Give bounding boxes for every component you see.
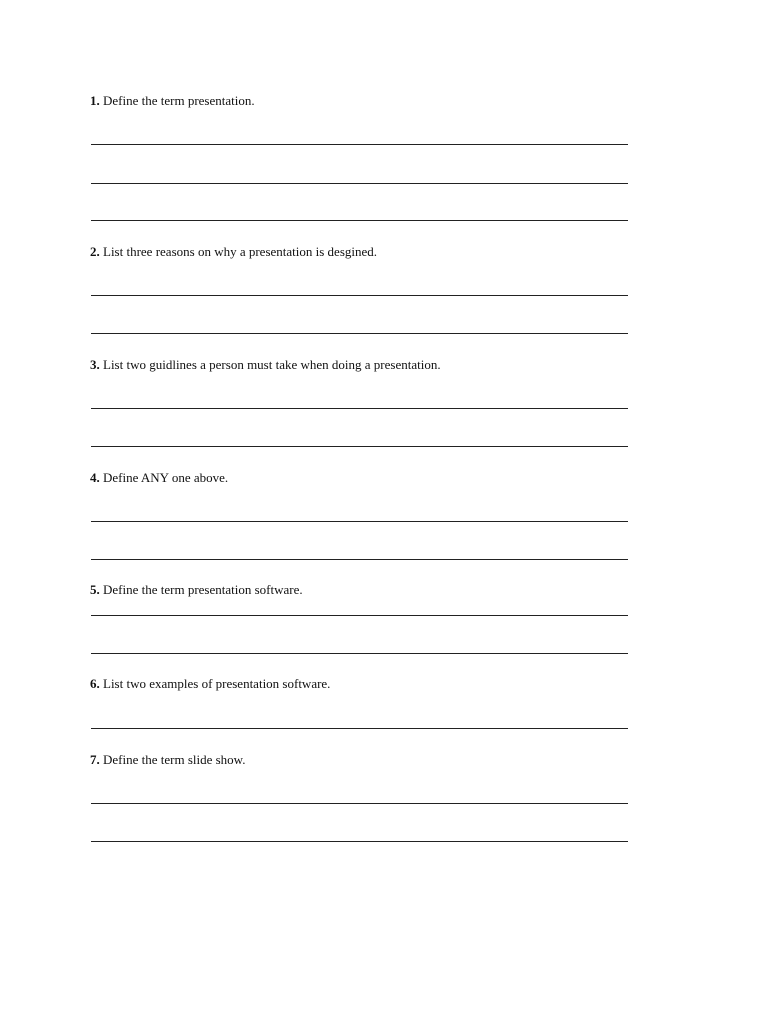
question-text: Define the term presentation software. [103,582,303,597]
question-text: Define ANY one above. [103,470,229,485]
question-text: Define the term presentation. [103,93,255,108]
answer-line[interactable] [91,220,628,221]
answer-line[interactable] [91,653,628,654]
question-number: 7. [90,752,100,767]
question-2 [90,244,377,260]
question-1 [90,93,255,109]
question-number: 6. [90,676,100,691]
question-number: 1. [90,93,100,108]
question-text: Define the term slide show. [103,752,246,767]
answer-line[interactable] [91,408,628,409]
question-text: List two guidlines a person must take when doing a presentation. [103,357,441,372]
answer-line[interactable] [91,446,628,447]
answer-line[interactable] [91,144,628,145]
answer-line[interactable] [91,803,628,804]
answer-line[interactable] [91,615,628,616]
question-3 [90,357,441,373]
question-7 [90,752,245,768]
answer-line[interactable] [91,333,628,334]
answer-line[interactable] [91,295,628,296]
question-number: 3. [90,357,100,372]
answer-line[interactable] [91,183,628,184]
question-number: 4. [90,470,100,485]
answer-line[interactable] [91,841,628,842]
answer-line[interactable] [91,728,628,729]
answer-line[interactable] [91,559,628,560]
question-6 [90,676,330,692]
answer-line[interactable] [91,521,628,522]
question-5 [90,582,303,598]
question-number: 2. [90,244,100,259]
question-text: List three reasons on why a presentation is desgined. [103,244,378,259]
question-4 [90,470,228,486]
question-number: 5. [90,582,100,597]
question-text: List two examples of presentation software. [103,676,331,691]
